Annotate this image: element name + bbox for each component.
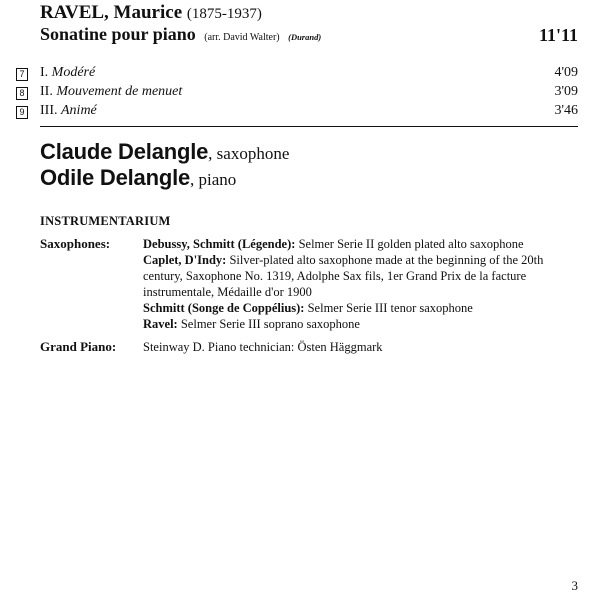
saxophone-entry — [143, 236, 563, 252]
track-time: 4'09 — [554, 65, 578, 80]
performer-line — [40, 139, 289, 165]
saxophone-works: Caplet, D'Indy: — [143, 253, 227, 267]
composer-dates: (1875-1937) — [186, 6, 262, 22]
track-roman: I. — [40, 65, 49, 80]
saxophone-works: Ravel: — [143, 317, 178, 331]
saxophone-desc: Selmer Serie III soprano saxophone — [177, 317, 360, 331]
track-title-text: Animé — [61, 103, 97, 118]
track-time: 3'09 — [554, 84, 578, 99]
divider-rule — [40, 126, 578, 127]
composer-name: RAVEL, Maurice — [40, 2, 183, 23]
track-title — [40, 65, 95, 81]
grand-piano-desc: Steinway D. Piano technician: Östen Häggmark — [143, 340, 383, 354]
saxophones-list — [143, 236, 563, 332]
performer-role: , piano — [190, 170, 237, 189]
saxophones-label: Saxophones: — [40, 236, 111, 251]
saxophone-entry — [143, 316, 563, 332]
work-duration: 11'11 — [538, 25, 578, 45]
performer-role: , saxophone — [208, 144, 290, 163]
saxophone-works: Debussy, Schmitt (Légende): — [143, 237, 296, 251]
work-title: Sonatine pour piano — [40, 24, 196, 44]
track-row — [16, 103, 578, 121]
saxophone-entry — [143, 252, 563, 300]
track-title — [40, 84, 182, 100]
saxophone-desc: Selmer Serie II golden plated alto saxophone — [295, 237, 524, 251]
track-number-box: 8 — [16, 87, 28, 100]
track-number-box: 7 — [16, 68, 28, 81]
performer-name: Claude Delangle — [40, 139, 209, 164]
saxophone-entry — [143, 300, 563, 316]
saxophone-desc: Selmer Serie III tenor saxophone — [304, 301, 473, 315]
track-title-text: Mouvement de menuet — [56, 84, 183, 99]
composer-heading — [40, 2, 262, 24]
track-title-text: Modéré — [51, 65, 96, 80]
track-title — [40, 103, 97, 119]
work-arrangement: (arr. David Walter) — [204, 32, 280, 43]
work-heading — [40, 24, 321, 45]
work-publisher: (Durand) — [288, 32, 322, 42]
track-row — [16, 84, 578, 102]
instrumentarium-heading: INSTRUMENTARIUM — [40, 214, 171, 228]
grand-piano-label: Grand Piano: — [40, 339, 117, 354]
track-row — [16, 65, 578, 83]
track-time: 3'46 — [554, 103, 578, 118]
saxophone-works: Schmitt (Songe de Coppélius): — [143, 301, 305, 315]
page-number: 3 — [571, 578, 578, 593]
performer-line — [40, 165, 236, 191]
saxophone-desc: Silver-plated alto saxophone made at the beginning of the 20th century, Saxophone No. 1319, Adolphe Sax fils, 1er Grand Prix de la facture instrumentale, Médaille d'or 1900 — [143, 253, 544, 299]
performer-name: Odile Delangle — [40, 165, 191, 190]
track-roman: III. — [40, 103, 58, 118]
track-number-box: 9 — [16, 106, 28, 119]
track-roman: II. — [40, 84, 53, 99]
